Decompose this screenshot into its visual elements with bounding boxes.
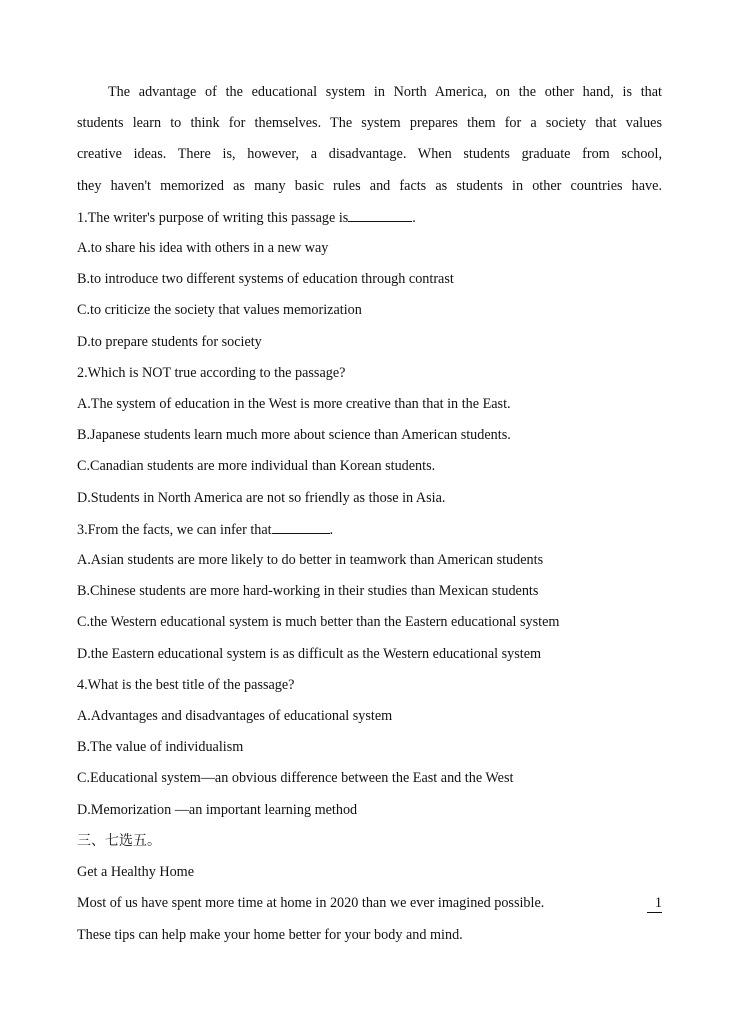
passage-line: they haven't memorized as many basic rules and facts as students in other countries have. xyxy=(77,178,662,194)
answer-blank xyxy=(272,520,330,534)
question-option: B.Chinese students are more hard-working in their studies than Mexican students xyxy=(77,583,539,599)
question-3-stem: 3.From the facts, we can infer that . xyxy=(77,522,334,538)
question-option: C.Educational system—an obvious difference between the East and the West xyxy=(77,770,514,786)
section-text: Most of us have spent more time at home in 2020 than we ever imagined possible. xyxy=(77,895,545,911)
section-title: Get a Healthy Home xyxy=(77,864,195,880)
question-option: C.Canadian students are more individual than Korean students. xyxy=(77,458,436,474)
question-option: A.The system of education in the West is more creative than that in the East. xyxy=(77,396,511,412)
question-option: B.to introduce two different systems of education through contrast xyxy=(77,271,454,287)
section-heading: 三、七选五。 xyxy=(77,833,161,849)
question-option: A.Advantages and disadvantages of educational system xyxy=(77,708,393,724)
question-text: 1.The writer's purpose of writing this passage is xyxy=(77,210,349,226)
question-option: D.the Eastern educational system is as difficult as the Western educational system xyxy=(77,646,542,662)
question-option: A.to share his idea with others in a new way xyxy=(77,240,329,256)
question-option: C.to criticize the society that values memorization xyxy=(77,302,362,318)
question-2-stem: 2.Which is NOT true according to the passage? xyxy=(77,365,346,381)
passage-line: The advantage of the educational system in North America, on the other hand, is that xyxy=(108,84,662,100)
answer-blank xyxy=(348,208,412,222)
answer-blank: 1 xyxy=(647,894,662,913)
question-option: D.to prepare students for society xyxy=(77,334,262,350)
question-option: B.The value of individualism xyxy=(77,739,244,755)
passage-line: creative ideas. There is, however, a disadvantage. When students graduate from school, xyxy=(77,146,662,162)
question-option: D.Students in North America are not so friendly as those in Asia. xyxy=(77,490,446,506)
question-option: B.Japanese students learn much more about science than American students. xyxy=(77,427,511,443)
section-line: These tips can help make your home better for your body and mind. xyxy=(77,927,463,943)
question-option: A.Asian students are more likely to do better in teamwork than American students xyxy=(77,552,544,568)
passage-line: students learn to think for themselves. The system prepares them for a society that values xyxy=(77,115,662,131)
section-line xyxy=(77,894,662,913)
question-1-stem: 1.The writer's purpose of writing this passage is . xyxy=(77,210,416,226)
question-option: C.the Western educational system is much better than the Eastern educational system xyxy=(77,614,560,630)
question-text: 3.From the facts, we can infer that xyxy=(77,522,272,538)
question-4-stem: 4.What is the best title of the passage? xyxy=(77,677,295,693)
question-option: D.Memorization —an important learning method xyxy=(77,802,358,818)
